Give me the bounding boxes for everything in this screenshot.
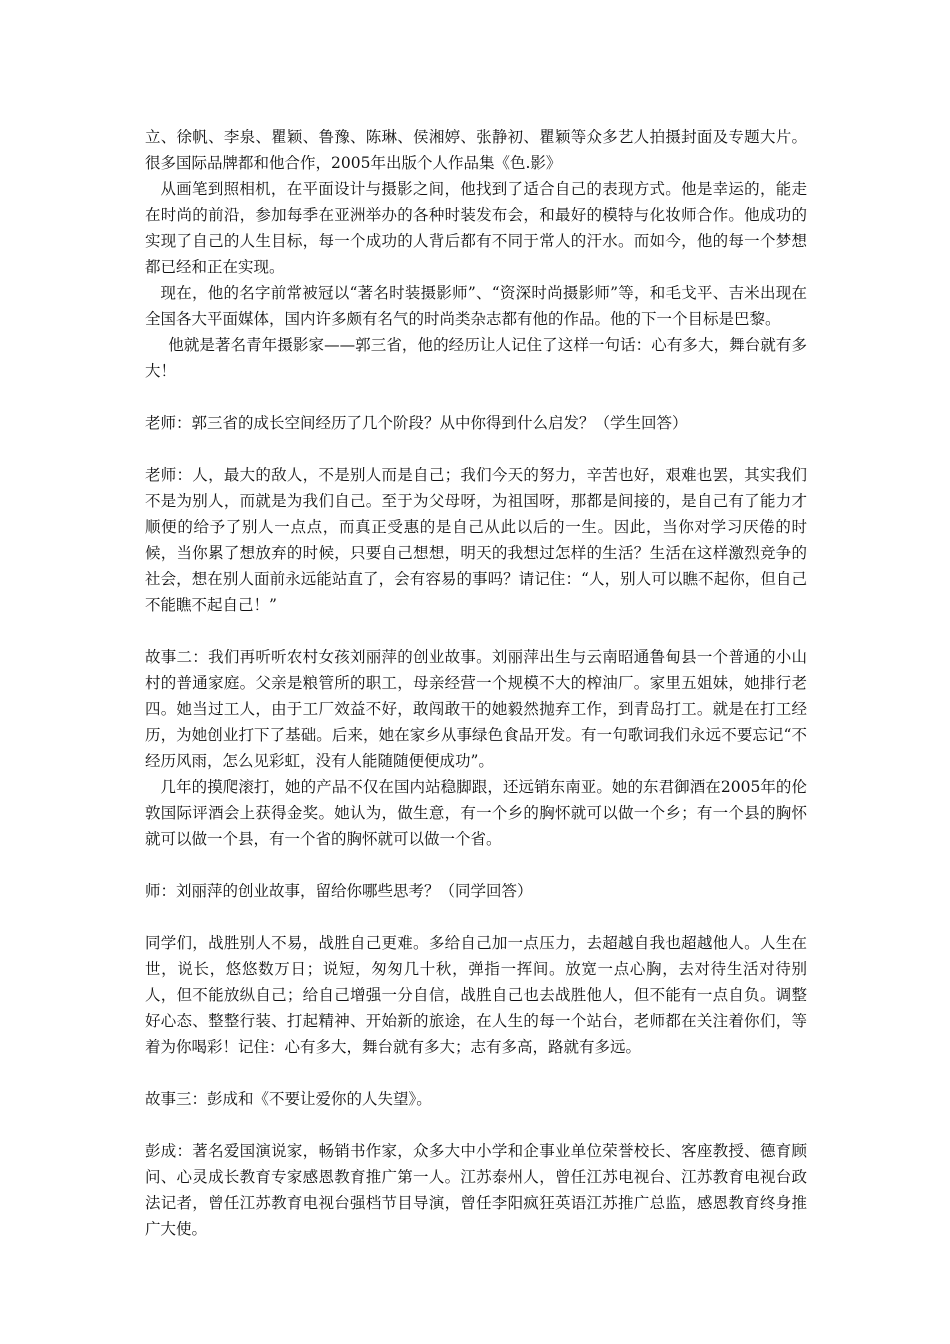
document-body — [145, 124, 807, 1242]
paragraph-celebrities: 立、徐帆、李泉、瞿颖、鲁豫、陈琳、侯湘婷、张静初、瞿颖等众多艺人拍摄封面及专题大片。很多国际品牌都和他合作，2005年出版个人作品集《色.影》 — [145, 128, 807, 172]
paragraph-story-two: 故事二：我们再听听农村女孩刘丽萍的创业故事。刘丽萍出生与云南昭通鲁甸县一个普通的小山村的普通家庭。父亲是粮管所的职工，母亲经营一个规模不大的榨油厂。家里五姐妹，她排行老四。她当过工人，由于工厂效益不好，敢闯敢干的她毅然抛弃工作，到青岛打工。就是在打工经历，为她创业打下了基础。后来，她在家乡从事绿色食品开发。有一句歌词我们永远不要忘记“不经历风雨，怎么见彩虹，没有人能随随便便成功”。 — [145, 648, 807, 770]
paragraph-conclusion: 他就是著名青年摄影家——郭三省，他的经历让人记住了这样一句话：心有多大，舞台就有多大！ — [145, 336, 807, 380]
paragraph-peng-cheng-bio: 彭成：著名爱国演说家，畅销书作家，众多大中小学和企事业单位荣誉校长、客座教授、德育顾问、心灵成长教育专家感恩教育推广第一人。江苏泰州人，曾任江苏电视台、江苏教育电视台政法记者，曾任江苏教育电视台强档节目导演，曾任李阳疯狂英语江苏推广总监，感恩教育终身推广大使。 — [145, 1142, 807, 1238]
paragraph-career: 从画笔到照相机，在平面设计与摄影之间，他找到了适合自己的表现方式。他是幸运的，能走在时尚的前沿，参加每季在亚洲举办的各种时装发布会，和最好的模特与化妆师合作。他成功的实现了自己的人生目标，每一个成功的人背后都有不同于常人的汗水。而如今，他的每一个梦想都已经和正在实现。 — [145, 180, 807, 276]
paragraph-teacher-speech: 老师：人，最大的敌人，不是别人而是自己；我们今天的努力，辛苦也好，艰难也罢，其实我们不是为别人，而就是为我们自己。至于为父母呀，为祖国呀，那都是间接的，是自己有了能力才顺便的给予了别人一点点，而真正受惠的是自己从此以后的一生。因此，当你对学习厌倦的时候，当你累了想放弃的时候，只要自己想想，明天的我想过怎样的生活？生活在这样激烈竞争的社会，想在别人面前永远能站直了，会有容易的事吗？请记住：“人，别人可以瞧不起你，但自己不能瞧不起自己！” — [145, 466, 807, 614]
paragraph-teacher-question-2: 师：刘丽萍的创业故事，留给你哪些思考？（同学回答） — [145, 882, 533, 900]
paragraph-present: 现在，他的名字前常被冠以“著名时装摄影师”、“资深时尚摄影师”等，和毛戈平、吉米出现在全国各大平面媒体，国内许多颇有名气的时尚类杂志都有他的作品。他的下一个目标是巴黎。 — [145, 284, 807, 328]
paragraph-story-three-title: 故事三：彭成和《不要让爱你的人失望》。 — [145, 1090, 432, 1108]
paragraph-teacher-question-1: 老师：郭三省的成长空间经历了几个阶段？从中你得到什么启发？（学生回答） — [145, 414, 688, 432]
paragraph-story-two-continued: 几年的摸爬滚打，她的产品不仅在国内站稳脚跟，还远销东南亚。她的东君御酒在2005年的伦敦国际评酒会上获得金奖。她认为，做生意，有一个乡的胸怀就可以做一个乡；有一个县的胸怀就可以做一个县，有一个省的胸怀就可以做一个省。 — [145, 778, 807, 848]
paragraph-students-speech: 同学们，战胜别人不易，战胜自己更难。多给自己加一点压力，去超越自我也超越他人。人生在世，说长，悠悠数万日；说短，匆匆几十秋，弹指一挥间。放宽一点心胸，去对待生活对待别人，但不能放纵自己；给自己增强一分自信，战胜自己也去战胜他人，但不能有一点自负。调整好心态、整整行装、打起精神、开始新的旅途，在人生的每一个站台，老师都在关注着你们，等着为你喝彩！记住：心有多大，舞台就有多大；志有多高，路就有多远。 — [145, 934, 807, 1056]
